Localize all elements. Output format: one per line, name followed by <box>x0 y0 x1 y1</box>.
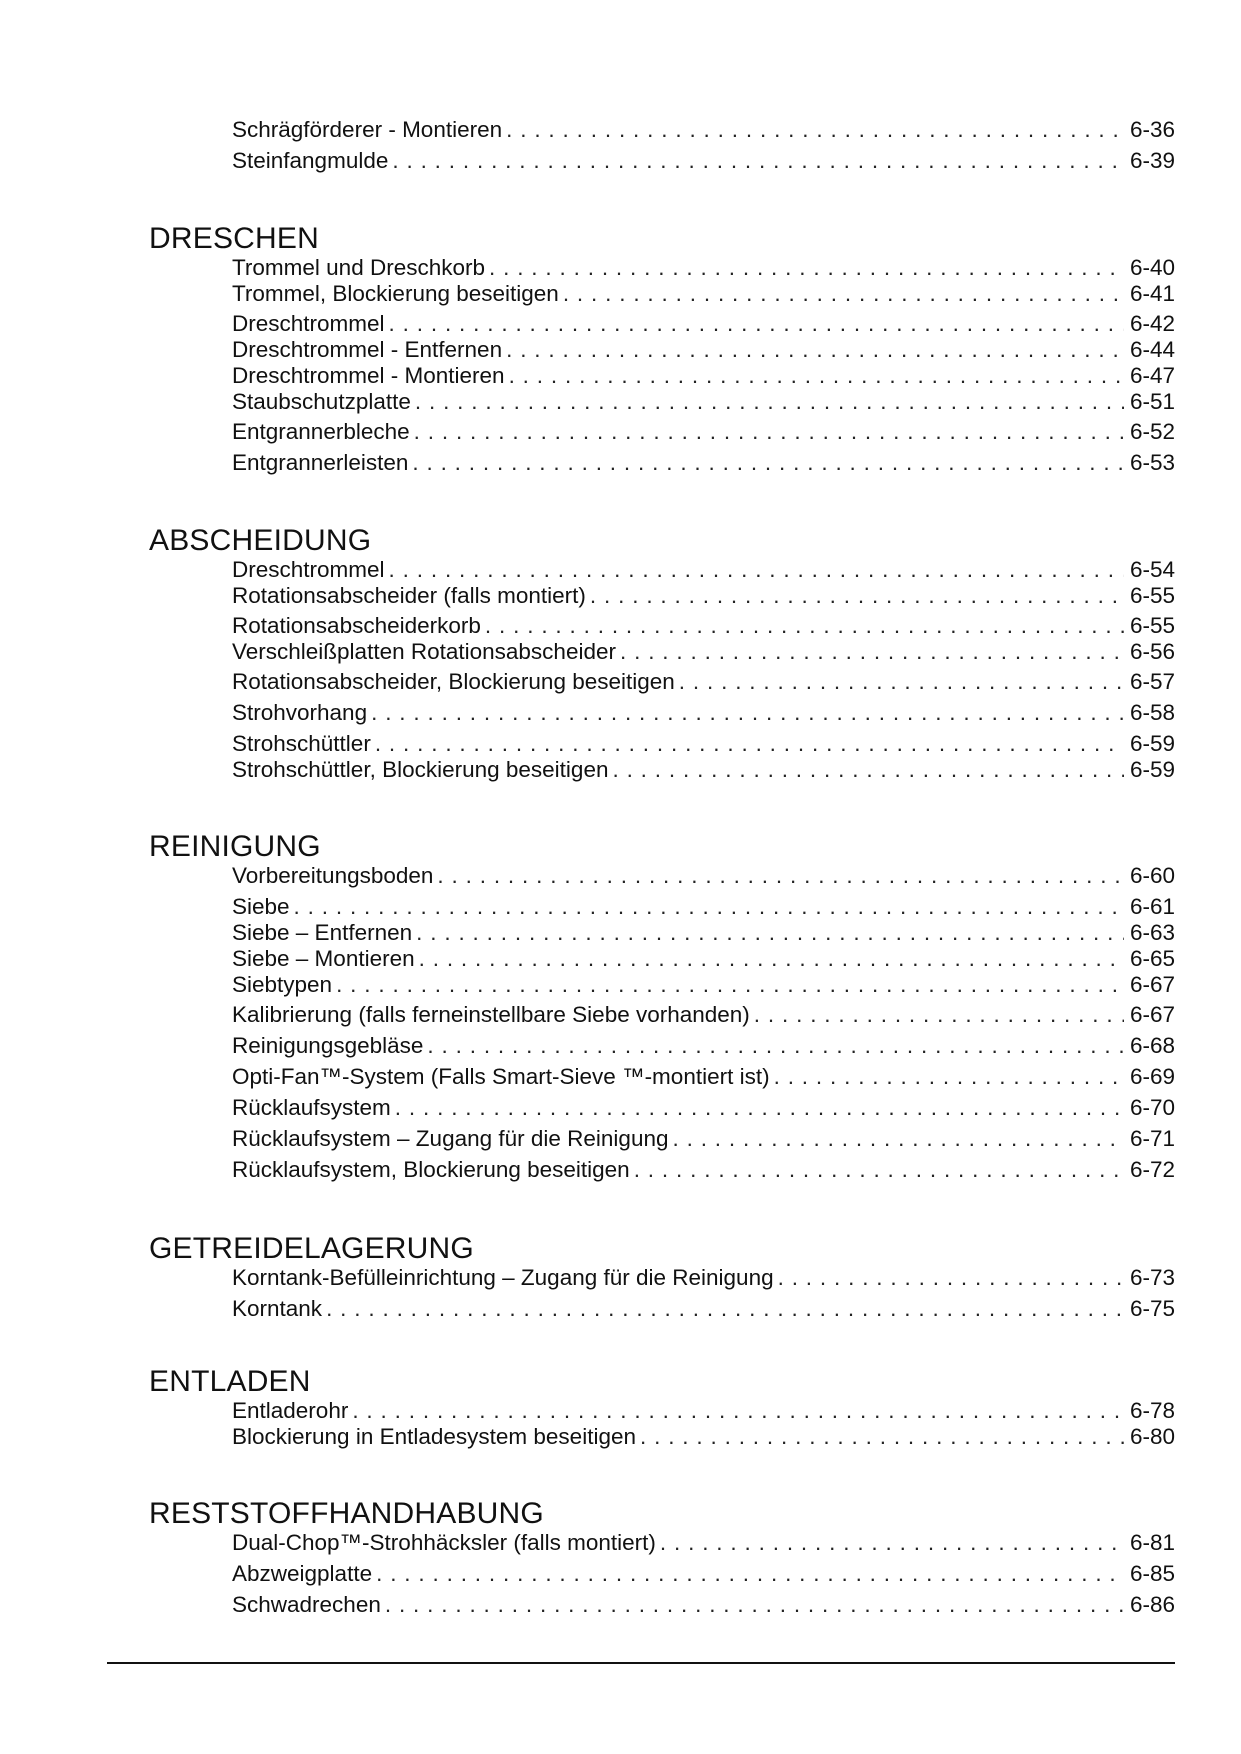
toc-entry-page: 6-52 <box>1129 419 1175 444</box>
toc-entry-page: 6-63 <box>1129 920 1175 945</box>
toc-entry-label: Siebtypen <box>232 972 333 997</box>
toc-entry-page: 6-85 <box>1129 1561 1175 1586</box>
section-heading: ENTLADEN <box>149 1365 311 1398</box>
toc-entry-page: 6-51 <box>1129 389 1175 414</box>
toc-entry <box>232 1528 1175 1556</box>
toc-entry-label: Trommel und Dreschkorb <box>232 255 485 280</box>
toc-entry-page: 6-40 <box>1129 255 1175 280</box>
dot-leader <box>389 311 1124 337</box>
toc-entry-label: Steinfangmulde <box>232 148 389 173</box>
toc-entry-page: 6-86 <box>1129 1592 1175 1617</box>
toc-entry <box>232 115 1175 143</box>
toc-entry-page: 6-60 <box>1129 863 1175 888</box>
toc-entry-page: 6-69 <box>1129 1064 1175 1089</box>
dot-leader <box>415 389 1124 415</box>
toc-entry-page: 6-56 <box>1129 639 1175 664</box>
toc-entry-page: 6-75 <box>1129 1296 1175 1321</box>
toc-entry <box>232 667 1175 695</box>
toc-entry-page: 6-53 <box>1129 450 1175 475</box>
toc-entry <box>232 892 1175 920</box>
toc-entry-page: 6-41 <box>1129 281 1175 306</box>
dot-leader <box>485 613 1124 639</box>
dot-leader <box>506 117 1124 143</box>
toc-entry <box>232 581 1175 609</box>
toc-entry-label: Blockierung in Entladesystem beseitigen <box>232 1424 636 1449</box>
toc-entry-label: Korntank-Befülleinrichtung – Zugang für die Reinigung <box>232 1265 774 1290</box>
dot-leader <box>620 639 1124 665</box>
toc-entry-page: 6-68 <box>1129 1033 1175 1058</box>
toc-entry <box>232 1422 1175 1450</box>
dot-leader <box>389 557 1124 583</box>
dot-leader <box>371 700 1124 726</box>
toc-entry-page: 6-59 <box>1129 757 1175 782</box>
dot-leader <box>416 920 1124 946</box>
toc-entry-page: 6-81 <box>1129 1530 1175 1555</box>
dot-leader <box>673 1126 1124 1152</box>
dot-leader <box>385 1592 1124 1618</box>
toc-entry-page: 6-67 <box>1129 972 1175 997</box>
toc-entry-label: Rücklaufsystem <box>232 1095 391 1120</box>
toc-entry-label: Schwadrechen <box>232 1592 381 1617</box>
toc-entry <box>232 755 1175 783</box>
toc-entry <box>232 1093 1175 1121</box>
toc-entry <box>232 1294 1175 1322</box>
dot-leader <box>352 1398 1124 1424</box>
toc-entry-page: 6-59 <box>1129 731 1175 756</box>
dot-leader <box>375 731 1124 757</box>
toc-entry <box>232 1000 1175 1028</box>
toc-entry <box>232 361 1175 389</box>
toc-entry-label: Strohvorhang <box>232 700 368 725</box>
dot-leader <box>778 1265 1124 1291</box>
toc-entry-label: Dreschtrommel <box>232 557 385 582</box>
toc-entry-page: 6-70 <box>1129 1095 1175 1120</box>
toc-entry <box>232 918 1175 946</box>
toc-entry-page: 6-71 <box>1129 1126 1175 1151</box>
toc-entry-label: Entgrannerleisten <box>232 450 409 475</box>
toc-entry-page: 6-73 <box>1129 1265 1175 1290</box>
toc-entry-page: 6-61 <box>1129 894 1175 919</box>
toc-entry-label: Dreschtrommel - Entfernen <box>232 337 503 362</box>
toc-entry-label: Entladerohr <box>232 1398 349 1423</box>
footer-rule <box>107 1662 1175 1664</box>
toc-entry <box>232 944 1175 972</box>
toc-entry <box>232 417 1175 445</box>
toc-entry <box>232 555 1175 583</box>
toc-entry-label: Dual-Chop™-Strohhäcksler (falls montiert) <box>232 1530 656 1555</box>
toc-entry <box>232 970 1175 998</box>
toc-entry-page: 6-47 <box>1129 363 1175 388</box>
toc-entry <box>232 309 1175 337</box>
toc-entry <box>232 1590 1175 1618</box>
toc-entry-page: 6-67 <box>1129 1002 1175 1027</box>
toc-entry-label: Opti-Fan™-System (Falls Smart-Sieve ™-montiert ist) <box>232 1064 770 1089</box>
toc-entry-label: Rücklaufsystem, Blockierung beseitigen <box>232 1157 630 1182</box>
dot-leader <box>437 863 1124 889</box>
toc-entry-label: Rotationsabscheider, Blockierung beseitigen <box>232 669 675 694</box>
toc-entry <box>232 387 1175 415</box>
toc-entry-label: Vorbereitungsboden <box>232 863 434 888</box>
toc-entry-page: 6-36 <box>1129 117 1175 142</box>
section-heading: REINIGUNG <box>149 830 321 863</box>
toc-entry-label: Siebe – Entfernen <box>232 920 413 945</box>
dot-leader <box>414 419 1124 445</box>
toc-entry-label: Siebe <box>232 894 290 919</box>
dot-leader <box>412 450 1124 476</box>
toc-entry <box>232 1396 1175 1424</box>
toc-entry-label: Korntank <box>232 1296 323 1321</box>
toc-entry-page: 6-65 <box>1129 946 1175 971</box>
dot-leader <box>506 337 1124 363</box>
toc-entry-label: Rücklaufsystem – Zugang für die Reinigung <box>232 1126 669 1151</box>
toc-entry-label: Trommel, Blockierung beseitigen <box>232 281 559 306</box>
toc-entry <box>232 1263 1175 1291</box>
toc-entry-page: 6-72 <box>1129 1157 1175 1182</box>
section-heading: DRESCHEN <box>149 222 319 255</box>
toc-entry-label: Abzweigplatte <box>232 1561 373 1586</box>
toc-entry-page: 6-55 <box>1129 613 1175 638</box>
toc-entry <box>232 335 1175 363</box>
toc-entry <box>232 1124 1175 1152</box>
toc-entry <box>232 1559 1175 1587</box>
dot-leader <box>395 1095 1124 1121</box>
toc-entry <box>232 1155 1175 1183</box>
dot-leader <box>563 281 1124 307</box>
toc-entry <box>232 448 1175 476</box>
dot-leader <box>509 363 1124 389</box>
toc-entry-label: Dreschtrommel <box>232 311 385 336</box>
toc-entry <box>232 279 1175 307</box>
toc-entry-label: Schrägförderer - Montieren <box>232 117 503 142</box>
dot-leader <box>489 255 1124 281</box>
toc-entry-page: 6-80 <box>1129 1424 1175 1449</box>
dot-leader <box>419 946 1124 972</box>
toc-entry-label: Reinigungsgebläse <box>232 1033 424 1058</box>
toc-entry <box>232 861 1175 889</box>
toc-entry <box>232 729 1175 757</box>
toc-entry-label: Strohschüttler <box>232 731 371 756</box>
toc-entry-page: 6-57 <box>1129 669 1175 694</box>
dot-leader <box>754 1002 1124 1028</box>
toc-entry-page: 6-78 <box>1129 1398 1175 1423</box>
dot-leader <box>612 757 1123 783</box>
toc-entry <box>232 637 1175 665</box>
toc-entry-page: 6-42 <box>1129 311 1175 336</box>
dot-leader <box>392 148 1124 174</box>
section-heading: GETREIDELAGERUNG <box>149 1232 474 1265</box>
toc-entry <box>232 253 1175 281</box>
toc-entry <box>232 611 1175 639</box>
toc-entry-label: Entgrannerbleche <box>232 419 410 444</box>
section-heading: RESTSTOFFHANDHABUNG <box>149 1497 544 1530</box>
toc-entry-label: Rotationsabscheiderkorb <box>232 613 481 638</box>
toc-entry-page: 6-44 <box>1129 337 1175 362</box>
dot-leader <box>376 1561 1124 1587</box>
dot-leader <box>427 1033 1124 1059</box>
dot-leader <box>679 669 1124 695</box>
toc-entry-label: Rotationsabscheider (falls montiert) <box>232 583 586 608</box>
toc-entry-page: 6-54 <box>1129 557 1175 582</box>
dot-leader <box>294 894 1124 920</box>
toc-entry-page: 6-55 <box>1129 583 1175 608</box>
dot-leader <box>660 1530 1124 1556</box>
toc-entry <box>232 698 1175 726</box>
toc-entry-label: Siebe – Montieren <box>232 946 415 971</box>
toc-entry-label: Verschleißplatten Rotationsabscheider <box>232 639 616 664</box>
toc-entry-page: 6-58 <box>1129 700 1175 725</box>
toc-entry-page: 6-39 <box>1129 148 1175 173</box>
toc-entry-label: Staubschutzplatte <box>232 389 411 414</box>
toc-entry-label: Kalibrierung (falls ferneinstellbare Siebe vorhanden) <box>232 1002 750 1027</box>
dot-leader <box>774 1064 1124 1090</box>
dot-leader <box>336 972 1124 998</box>
toc-entry <box>232 1031 1175 1059</box>
toc-entry <box>232 1062 1175 1090</box>
toc-entry <box>232 146 1175 174</box>
dot-leader <box>590 583 1124 609</box>
toc-entry-label: Strohschüttler, Blockierung beseitigen <box>232 757 609 782</box>
toc-entry-label: Dreschtrommel - Montieren <box>232 363 505 388</box>
dot-leader <box>634 1157 1124 1183</box>
dot-leader <box>640 1424 1124 1450</box>
section-heading: ABSCHEIDUNG <box>149 524 372 557</box>
dot-leader <box>326 1296 1124 1322</box>
